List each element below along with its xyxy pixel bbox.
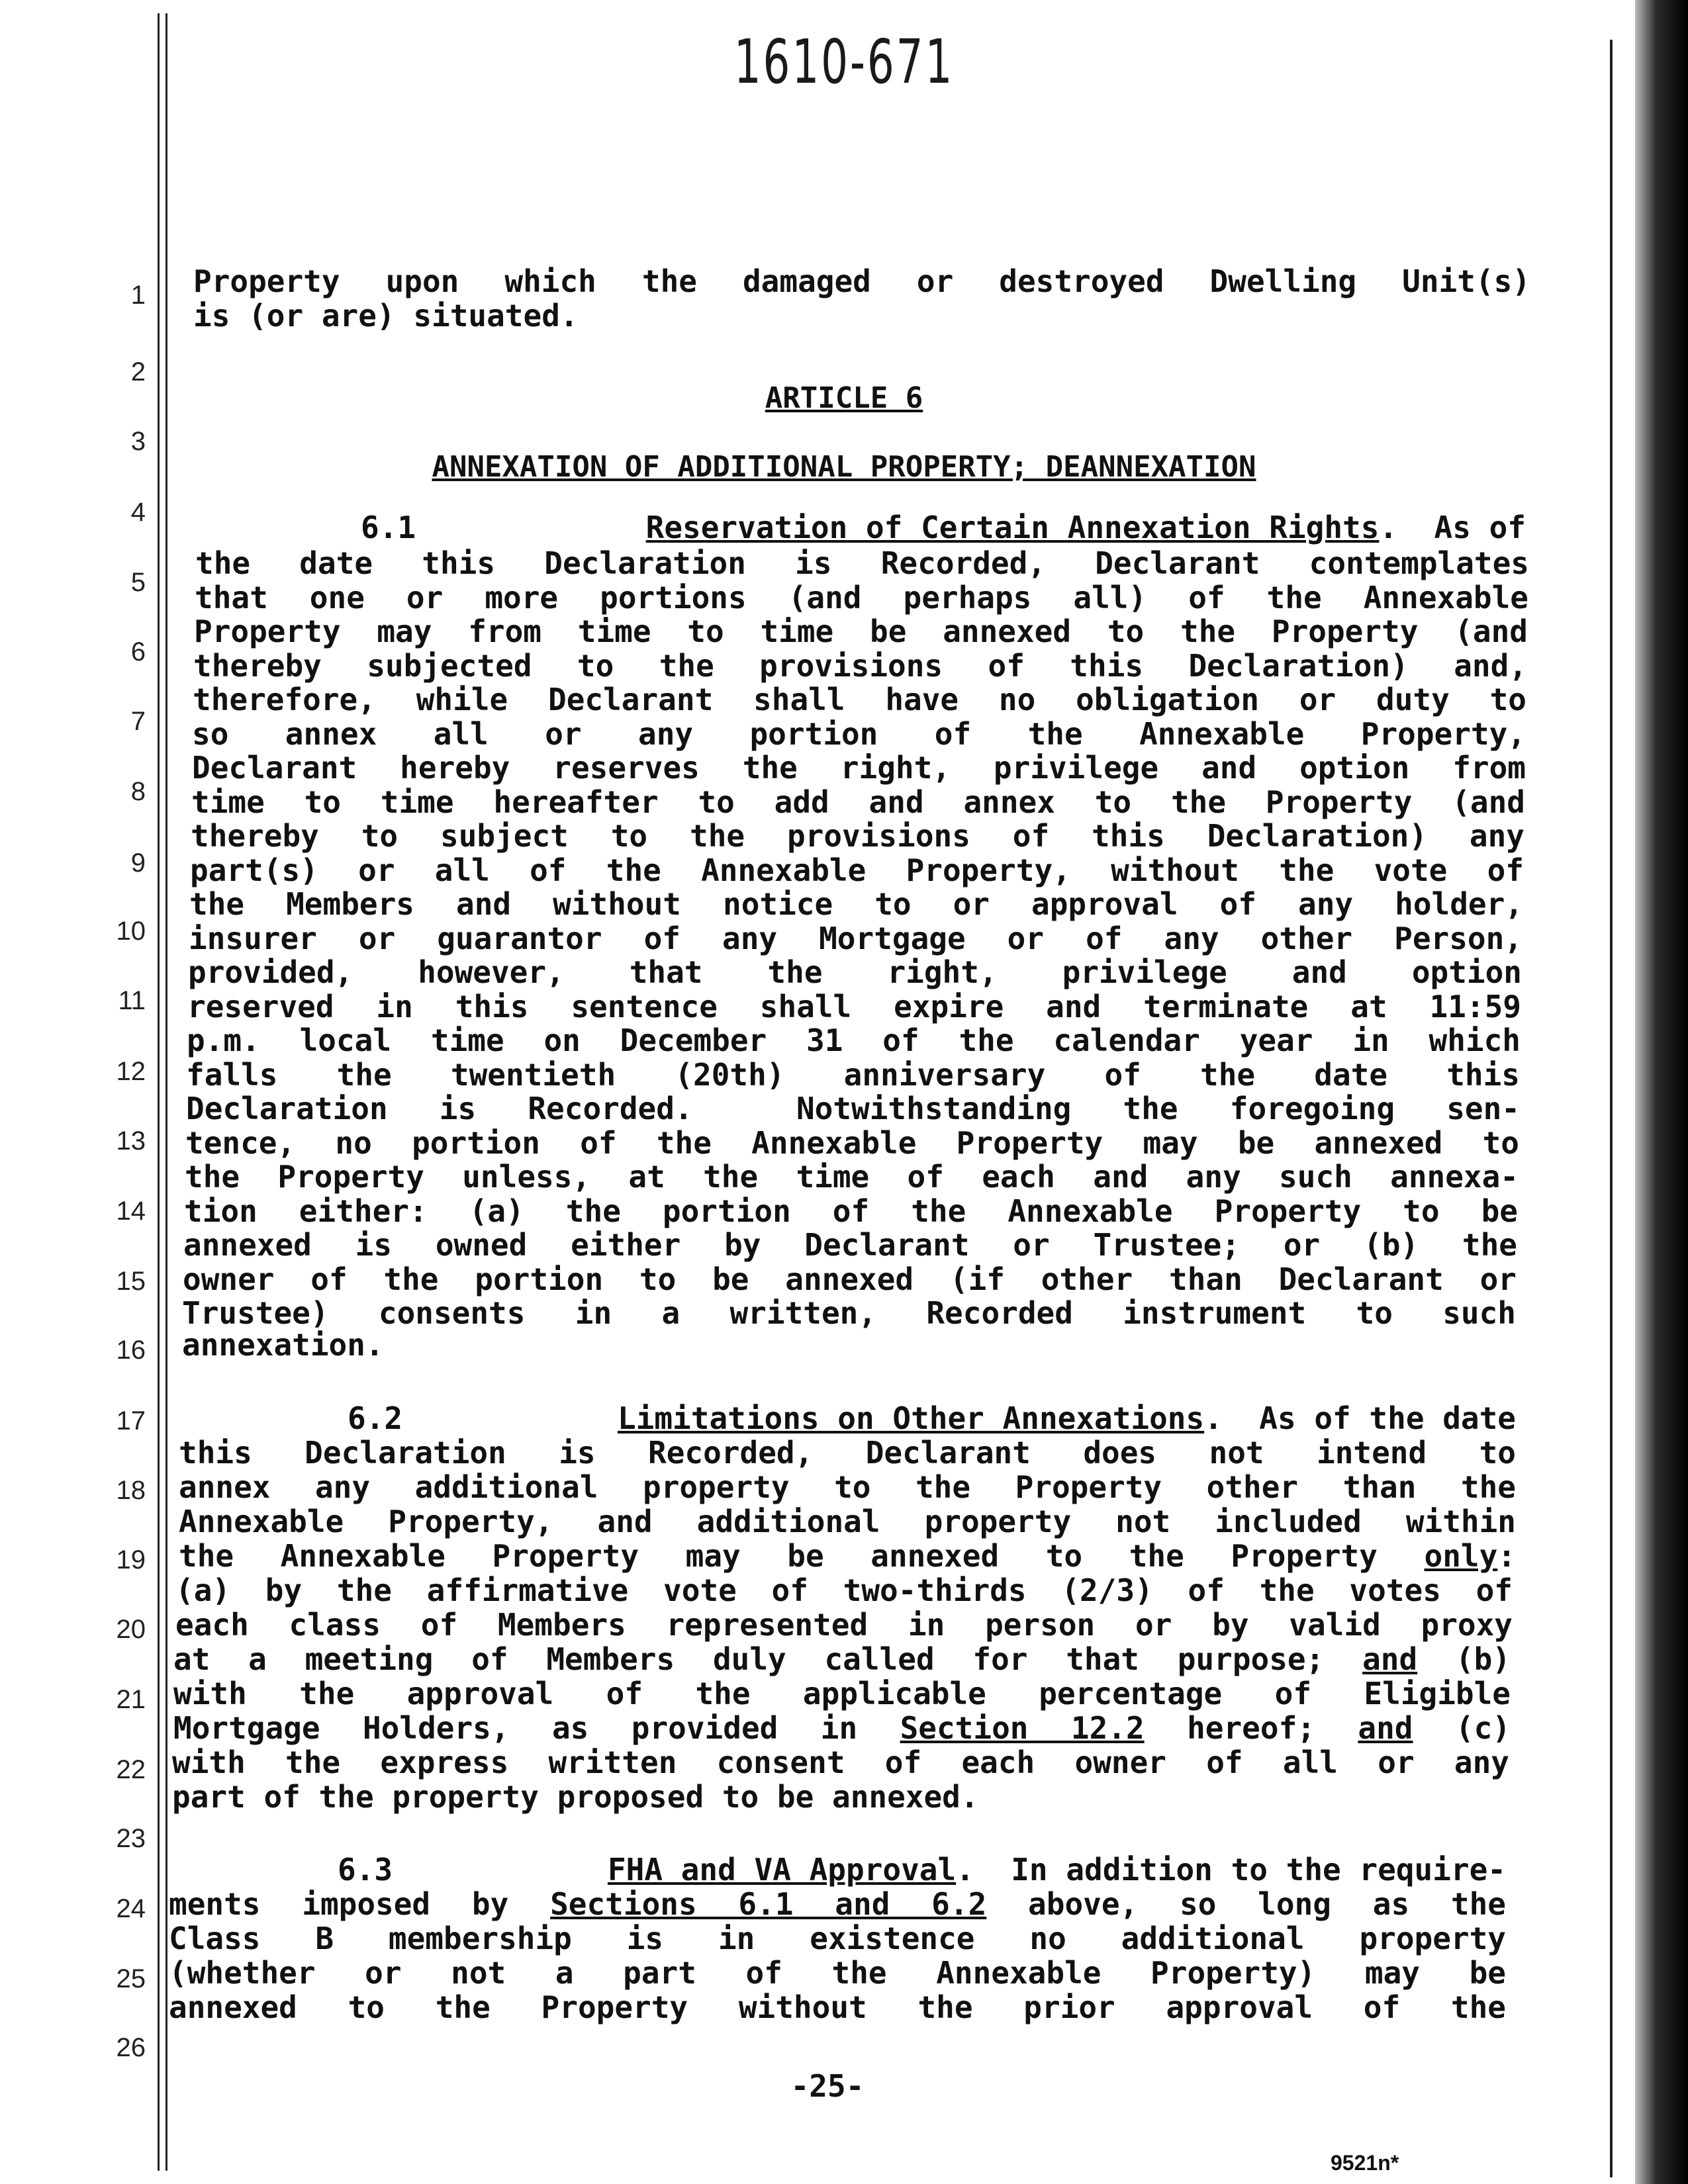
body-line: insurer or guarantor of any Mortgage or of any other Person, [189, 921, 1523, 956]
line-number: 10 [116, 917, 146, 946]
body-line: that one or more portions (and perhaps all) of the Annexable [195, 580, 1528, 615]
body-line: the date this Declaration is Recorded, Declarant contemplates [195, 545, 1529, 581]
body-line: this Declaration is Recorded, Declarant does not intend to [179, 1435, 1516, 1471]
body-line: therefore, while Declarant shall have no obligation or duty to [193, 682, 1526, 717]
body-line: the Property unless, at the time of each and any such annexa- [185, 1159, 1519, 1195]
body-line: annex any additional property to the Property other than the [179, 1469, 1516, 1505]
body-line: thereby subjected to the provisions of this Declaration) and, [193, 648, 1527, 684]
text-span: above, so long as the [986, 1886, 1507, 1922]
body-line: time to time hereafter to add and annex to the Property (and [191, 784, 1525, 820]
left-margin-rule-inner [165, 13, 167, 2171]
section-6-1-first-line [361, 511, 1526, 544]
scan-shadow-edge [1635, 0, 1688, 2184]
text-span: : [1497, 1538, 1516, 1574]
line-number: 20 [116, 1615, 146, 1644]
line-number: 2 [130, 357, 146, 387]
section-heading: Reservation of Certain Annexation Rights [645, 510, 1380, 545]
body-line: falls the twentieth (20th) anniversary of the date this [186, 1057, 1520, 1093]
text-span: at a meeting of Members duly called for that purpose; [173, 1641, 1363, 1677]
body-line [173, 1643, 1511, 1676]
body-line: Class B membership is in existence no additional property [169, 1921, 1506, 1956]
line-number-column [99, 0, 146, 2184]
section-reference: Sections 6.1 and 6.2 [550, 1886, 987, 1922]
line-number: 21 [116, 1685, 146, 1714]
body-line [169, 1888, 1506, 1921]
line-number: 24 [116, 1894, 146, 1923]
body-line: Annexable Property, and additional property not included within [179, 1504, 1516, 1539]
body-line: tence, no portion of the Annexable Property may be annexed to [185, 1125, 1519, 1161]
section-6-3-first-line [338, 1853, 1506, 1886]
body-line: annexation. [182, 1327, 384, 1363]
section-number: 6.3 [338, 1852, 393, 1888]
body-line: the Members and without notice to or approval of any holder, [189, 886, 1523, 922]
line-number: 26 [116, 2033, 146, 2062]
text-span: the Annexable Property may be annexed to the Property [179, 1538, 1425, 1574]
line-number: 16 [116, 1336, 146, 1365]
section-6-2-first-line [348, 1402, 1516, 1435]
body-line: so annex all or any portion of the Annexable Property, [192, 716, 1526, 752]
emphasis-and: and [1358, 1710, 1413, 1746]
line-number: 13 [116, 1126, 146, 1156]
line-number: 5 [130, 568, 146, 597]
body-line: (whether or not a part of the Annexable Property) may be [169, 1955, 1506, 1991]
line-number: 1 [130, 281, 146, 310]
line-number: 8 [130, 777, 146, 806]
text-span: Mortgage Holders, as provided in [173, 1710, 900, 1746]
body-line: provided, however, that the right, privilege and option [188, 954, 1522, 990]
left-margin-rule-outer [158, 13, 160, 2171]
line-number: 7 [130, 707, 146, 736]
body-line: part of the property proposed to be annexed. [172, 1779, 979, 1815]
right-margin-rule [1610, 40, 1613, 2177]
line-number: 14 [116, 1197, 146, 1226]
line-number: 25 [116, 1964, 146, 1993]
body-line: Trustee) consents in a written, Recorded instrument to such [182, 1295, 1516, 1331]
body-line: with the approval of the applicable percentage of Eligible [173, 1676, 1511, 1711]
body-line: thereby to subject to the provisions of this Declaration) any [191, 818, 1524, 854]
body-line: (a) by the affirmative vote of two-thirds (2/3) of the votes of [175, 1572, 1513, 1608]
text-span: hereof; [1144, 1710, 1358, 1746]
body-line: owner of the portion to be annexed (if other than Declarant or [183, 1261, 1517, 1297]
emphasis-and: and [1362, 1641, 1418, 1677]
section-reference: Section 12.2 [900, 1710, 1145, 1746]
body-line: Property upon which the damaged or destroyed Dwelling Unit(s) [193, 263, 1530, 299]
line-number: 4 [130, 498, 146, 527]
body-line: part(s) or all of the Annexable Property, without the vote of [190, 852, 1524, 888]
section-first-line-rest: . As of the date [1204, 1400, 1516, 1436]
emphasis-only: only [1424, 1538, 1498, 1574]
section-number: 6.2 [348, 1400, 403, 1436]
body-line: Declarant hereby reserves the right, privilege and option from [192, 750, 1526, 786]
body-line: tion either: (a) the portion of the Annexable Property to be [184, 1193, 1518, 1229]
body-line: annexed is owned either by Declarant or Trustee; or (b) the [183, 1227, 1517, 1263]
article-subtitle: ANNEXATION OF ADDITIONAL PROPERTY; DEANNEXATION [432, 450, 1256, 484]
section-heading: Limitations on Other Annexations [617, 1400, 1205, 1436]
body-line [173, 1711, 1511, 1745]
body-line: p.m. local time on December 31 of the calendar year in which [187, 1023, 1521, 1058]
body-line: Property may from time to time be annexed to the Property (and [194, 614, 1528, 649]
text-span: (b) [1417, 1641, 1511, 1677]
body-line: with the express written consent of each owner of all or any [172, 1745, 1509, 1780]
body-line: each class of Members represented in person or by valid proxy [175, 1607, 1513, 1643]
line-number: 3 [130, 427, 146, 456]
line-number: 19 [116, 1545, 146, 1574]
line-number: 23 [116, 1824, 146, 1853]
line-number: 11 [118, 986, 146, 1015]
page-number: -25- [790, 2068, 865, 2104]
line-number: 6 [130, 637, 146, 666]
section-heading: FHA and VA Approval [607, 1852, 957, 1888]
body-line: reserved in this sentence shall expire and terminate at 11:59 [187, 989, 1521, 1024]
document-number: 1610-671 [733, 26, 955, 97]
section-first-line-rest: . As of [1379, 510, 1526, 545]
line-number: 9 [130, 848, 146, 878]
line-number: 15 [116, 1267, 146, 1296]
footer-code: 9521n* [1331, 2151, 1399, 2175]
section-first-line-rest: . In addition to the require- [956, 1852, 1506, 1888]
body-line: Declaration is Recorded. Notwithstanding the foregoing sen- [186, 1091, 1520, 1126]
body-line [179, 1539, 1516, 1572]
line-number: 17 [116, 1406, 146, 1435]
line-number: 12 [116, 1057, 146, 1086]
text-span: ments imposed by [169, 1886, 551, 1922]
line-number: 22 [116, 1755, 146, 1784]
section-number: 6.1 [361, 510, 416, 545]
body-line: annexed to the Property without the prior approval of the [169, 1989, 1506, 2025]
text-span: (c) [1413, 1710, 1511, 1746]
line-number: 18 [116, 1476, 146, 1505]
body-line: is (or are) situated. [193, 298, 579, 334]
article-title: ARTICLE 6 [765, 381, 923, 415]
